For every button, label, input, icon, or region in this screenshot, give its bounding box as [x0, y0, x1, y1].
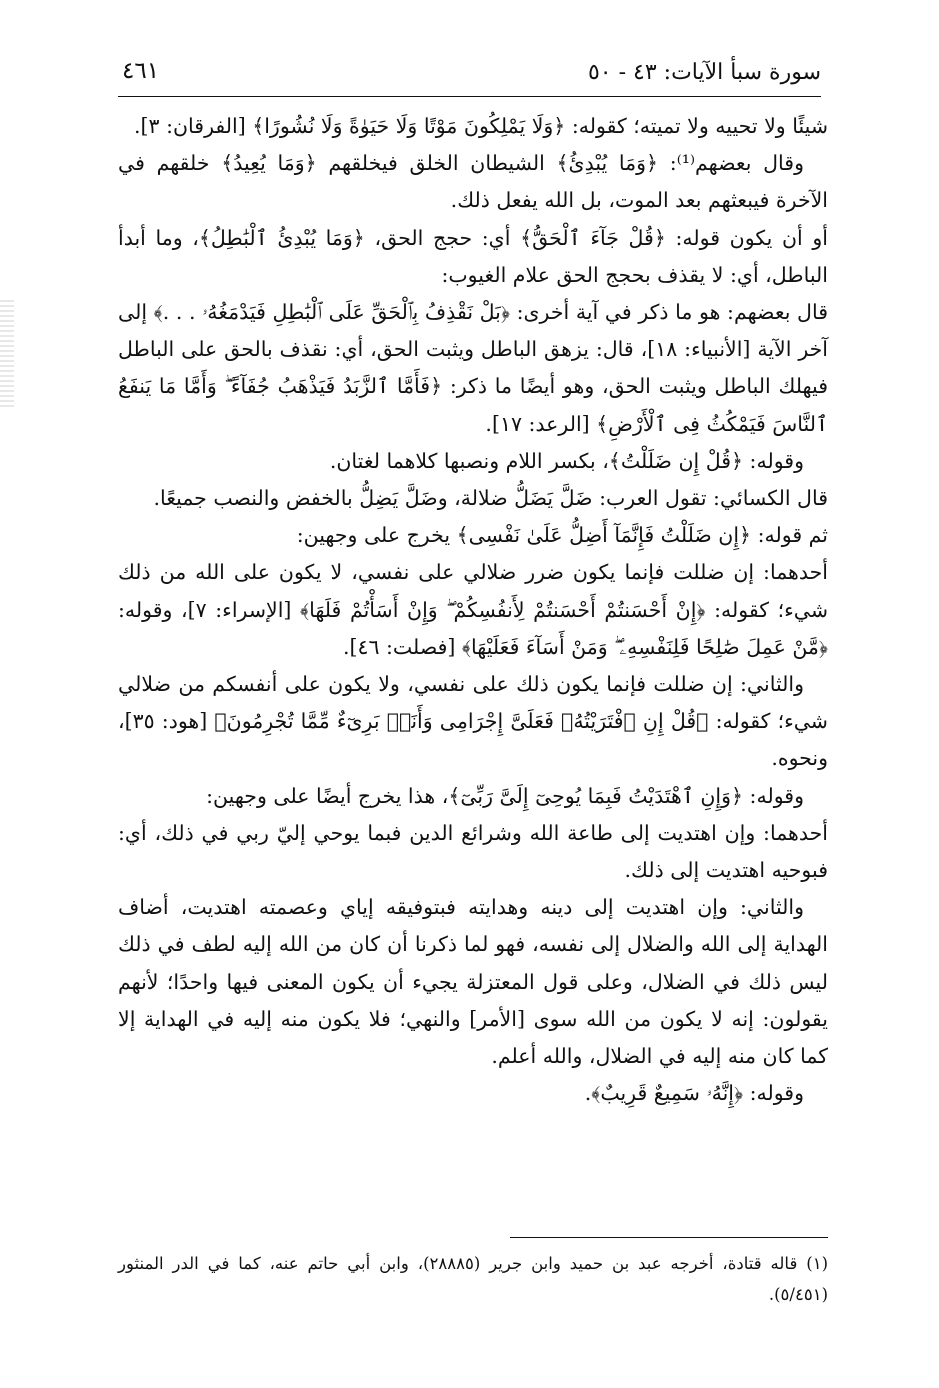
paragraph: قال بعضهم: هو ما ذكر في آية أخرى: ﴿بَلْ نَقْذِفُ بِٱلْحَقِّ عَلَى ٱلْبَٰطِلِ فَيَدْمَغُهُۥ . . .﴾ إلى آخر الآية [الأنبياء: ١٨]، قال: يزهق الباطل ويثبت الحق، أي: نقذف بالحق على الباطل فيهلك الباطل ويثبت الحق، وهو أيضًا ما ذكر: ﴿فَأَمَّا ٱلزَّبَدُ فَيَذْهَبُ جُفَآءً ۖ وَأَمَّا مَا يَنفَعُ ٱلنَّاسَ فَيَمْكُثُ فِى ٱلْأَرْضِ﴾ [الرعد: ١٧].: [118, 300, 828, 436]
paragraph: أحدهما: وإن اهتديت إلى طاعة الله وشرائع الدين فبما يوحي إليّ ربي في ذلك، أي: فبوحيه اهتديت إلى ذلك.: [118, 820, 828, 883]
paragraph: والثاني: وإن اهتديت إلى دينه وهدايته فبتوفيقه إياي وعصمته اهتديت، أضاف الهداية إلى الله والضلال إلى نفسه، فهو لما ذكرنا أن كان من الله إليه لطف في ذلك ليس ذلك في الضلال، وعلى قول المعتزلة يجيء أن يكون المعنى فيها واحدًا؛ لأنهم يقولون: إنه لا يكون من الله سوى [الأمر] والنهي؛ فلا يكون منه إليه في الهداية إلا كما كان منه إليه في الضلال، والله أعلم.: [118, 895, 828, 1069]
footnote-text: (١) قاله قتادة، أخرجه عبد بن حميد وابن جرير (٢٨٨٨٥)، وابن أبي حاتم عنه، كما في الدر المنثور (٥/٤٥١).: [118, 1254, 829, 1304]
paragraph: أحدهما: إن ضللت فإنما يكون ضرر ضلالي على نفسي، لا يكون على الله من ذلك شيء؛ كقوله: ﴿إِنْ أَحْسَنتُمْ أَحْسَنتُمْ لِأَنفُسِكُمْ ۖ وَإِنْ أَسَأْتُمْ فَلَهَا﴾ [الإسراء: ٧]، وقوله: ﴿مَّنْ عَمِلَ صَٰلِحًا فَلِنَفْسِهِۦ ۖ وَمَنْ أَسَآءَ فَعَلَيْهَا﴾ [فصلت: ٤٦].: [118, 560, 828, 659]
paragraph: وقوله: ﴿وَإِنِ ٱهْتَدَيْتُ فَبِمَا يُوحِىٓ إِلَىَّ رَبِّىٓ﴾، هذا يخرج أيضًا على وجهين:: [206, 783, 804, 808]
paragraph: وقال بعضهم⁽¹⁾: ﴿وَمَا يُبْدِئُ﴾ الشيطان الخلق فيخلقهم ﴿وَمَا يُعِيدُ﴾ خلقهم في الآخرة فيبعثهم بعد الموت، بل الله يفعل ذلك.: [118, 151, 828, 213]
main-text: [118, 108, 828, 1112]
paragraph: قال الكسائي: تقول العرب: ضَلَّ يَضَلُّ ضلالة، وضَلَّ يَضِلُّ بالخفض والنصب جميعًا.: [153, 486, 828, 511]
page-number: ٤٦١: [122, 58, 160, 84]
paragraph: وقوله: ﴿قُلْ إِن ضَلَلْتُ﴾، بكسر اللام ونصبها كلاهما لغتان.: [329, 448, 804, 473]
scan-edge-artifact: [0, 300, 14, 410]
paragraph: أو أن يكون قوله: ﴿قُلْ جَآءَ ٱلْحَقُّ﴾ أي: حجج الحق، ﴿وَمَا يُبْدِئُ ٱلْبَٰطِلُ﴾، وما أبدأ الباطل، أي: لا يقذف بحجج الحق علام الغيوب:: [118, 225, 828, 287]
paragraph: وقوله: ﴿إِنَّهُۥ سَمِيعٌ قَرِيبٌ﴾.: [584, 1081, 804, 1106]
footnote-separator: [510, 1237, 828, 1238]
paragraph: والثاني: إن ضللت فإنما يكون ذلك على نفسي، ولا يكون على أنفسكم من ضلالي شيء؛ كقوله: ﴿قُلْ إِنِ ٱفْتَرَيْتُهُۥ فَعَلَىَّ إِجْرَامِى وَأَنَا۠ بَرِىٓءٌ مِّمَّا تُجْرِمُونَ﴾ [هود: ٣٥]، ونحوه.: [118, 672, 828, 771]
surah-title: سورة سبأ الآيات: ٤٣ - ٥٠: [587, 60, 821, 85]
running-header: [118, 54, 821, 97]
paragraph: شيئًا ولا تحييه ولا تميته؛ كقوله: ﴿وَلَا يَمْلِكُونَ مَوْتًا وَلَا حَيَوٰةً وَلَا نُشُورًا﴾ [الفرقان: ٣].: [134, 114, 828, 138]
paragraph: ثم قوله: ﴿إِن ضَلَلْتُ فَإِنَّمَآ أَضِلُّ عَلَىٰ نَفْسِى﴾ يخرج على وجهين:: [296, 523, 828, 548]
footnote: [118, 1248, 828, 1310]
